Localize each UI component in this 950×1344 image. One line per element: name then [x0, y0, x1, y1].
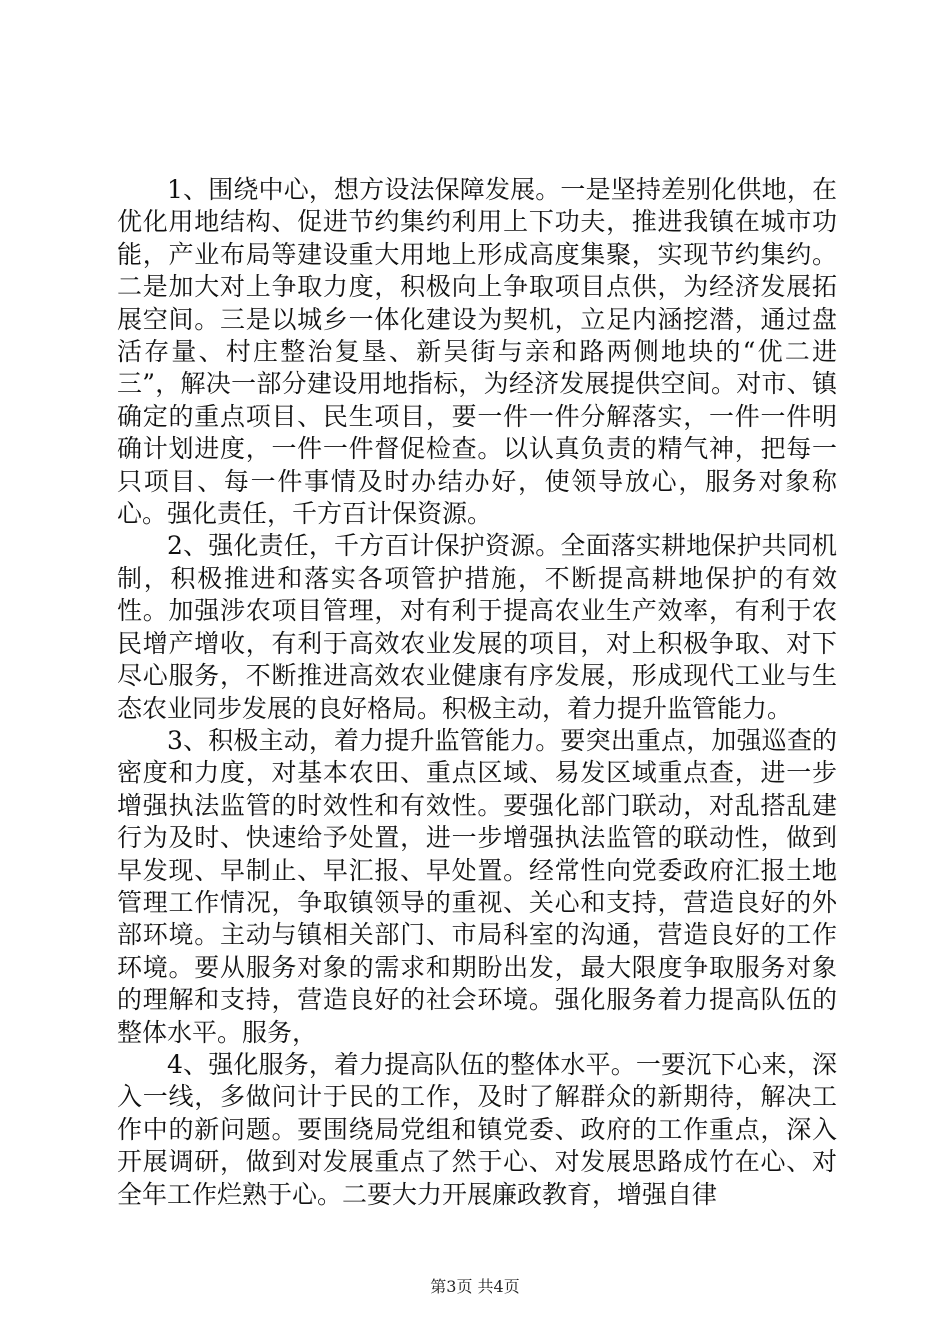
- paragraph-2: 2、强化责任，千方百计保护资源。全面落实耕地保护共同机制，积极推进和落实各项管护措施，不断提高耕地保护的有效性。加强涉农项目管理，对有利于提高农业生产效率，有利于农民增产增收，有利于高效农业发展的项目，对上积极争取、对下尽心服务，不断推进高效农业健康有序发展，形成现代工业与生态农业同步发展的良好格局。积极主动，着力提升监管能力。: [117, 531, 837, 723]
- page-footer: 第3页 共4页: [430, 1277, 520, 1296]
- paragraph-3: 3、积极主动，着力提升监管能力。要突出重点，加强巡查的密度和力度，对基本农田、重点区域、易发区域重点查，进一步增强执法监管的时效性和有效性。要强化部门联动，对乱搭乱建行为及时、快速给予处置，进一步增强执法监管的联动性，做到早发现、早制止、早汇报、早处置。经常性向党委政府汇报土地管理工作情况，争取镇领导的重视、关心和支持，营造良好的外部环境。主动与镇相关部门、市局科室的沟通，营造良好的工作环境。要从服务对象的需求和期盼出发，最大限度争取服务对象的理解和支持，营造良好的社会环境。强化服务着力提高队伍的整体水平。服务，: [117, 725, 837, 1047]
- paragraph-1: 1、围绕中心，想方设法保障发展。一是坚持差别化供地，在优化用地结构、促进节约集约利用上下功夫，推进我镇在城市功能，产业布局等建设重大用地上形成高度集聚，实现节约集约。二是加大对上争取力度，积极向上争取项目点供，为经济发展拓展空间。三是以城乡一体化建设为契机，立足内涵挖潜，通过盘活存量、村庄整治复垦、新吴街与亲和路两侧地块的“优二进三”，解决一部分建设用地指标，为经济发展提供空间。对市、镇确定的重点项目、民生项目，要一件一件分解落实，一件一件明确计划进度，一件一件督促检查。以认真负责的精气神，把每一只项目、每一件事情及时办结办好，使领导放心，服务对象称心。强化责任，千方百计保资源。: [117, 175, 837, 529]
- document-body: [117, 174, 837, 1211]
- paragraph-4: 4、强化服务，着力提高队伍的整体水平。一要沉下心来，深入一线，多做问计于民的工作，及时了解群众的新期待，解决工作中的新问题。要围绕局党组和镇党委、政府的工作重点，深入开展调研，做到对发展重点了然于心、对发展思路成竹在心、对全年工作烂熟于心。二要大力开展廉政教育，增强自律: [117, 1049, 837, 1209]
